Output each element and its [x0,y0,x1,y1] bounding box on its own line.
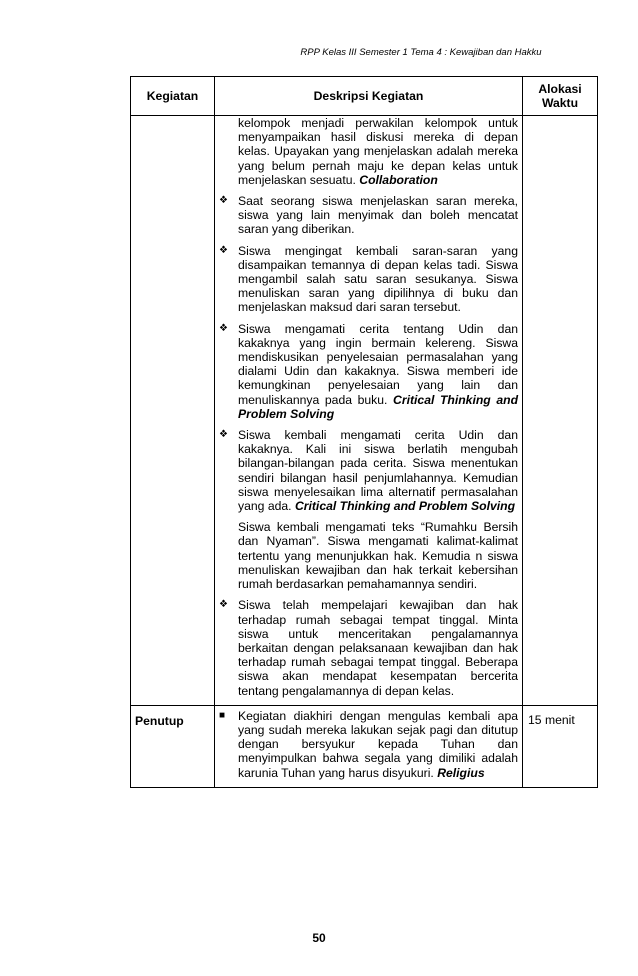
header-kegiatan: Kegiatan [131,77,215,116]
list-item: ❖ Siswa kembali mengamati cerita Udin dan kakaknya. Kali ini siswa berlatih mengubah bilangan-bilangan pada cerita. Siswa menentukan sendiri bilangan hasil penjumlahannya. Kemudian siswa menyelesaikan lima alternatif permasalahan yang ada. Critical Thinking and Problem Solving [219,428,518,514]
square-bullet-icon: ■ [219,709,226,721]
header-alokasi: Alokasi Waktu [523,77,598,116]
list-item: ❖ Siswa mengingat kembali saran-saran yang disampaikan temannya di depan kelas tadi. Siswa mengambil salah satu saran sesukanya. Siswa menuliskan saran yang dipilihnya di buku dan menjelaskan maksud dari saran tersebut. [219,243,518,315]
table-row-penutup [131,705,598,787]
header-deskripsi: Deskripsi Kegiatan [215,77,523,116]
running-header: RPP Kelas III Semester 1 Tema 4 : Kewajiban dan Hakku [300,47,542,58]
activity-table [130,76,598,788]
cell-deskripsi-inti [215,116,523,706]
diamond-bullet-icon: ❖ [219,599,228,611]
list-item: ❖ Saat seorang siswa menjelaskan saran mereka, siswa yang lain menyimak dan boleh mencatat saran yang diberikan. [219,194,518,237]
continued-paragraph: kelompok menjadi perwakilan kelompok untuk menyampaikan hasil diskusi mereka di depan kelas. Upayakan yang menjelaskan adalah mereka yang belum pernah maju ke depan kelas untuk menjelaskan sesuatu. Collaboration [238,116,518,187]
cell-deskripsi-penutup [215,705,523,787]
cell-alokasi-inti [523,116,598,706]
list-item: ❖ Siswa telah mempelajari kewajiban dan hak terhadap rumah sebagai tempat tinggal. Minta siswa untuk menceritakan pengalamannya berkaitan dengan pelaksanaan kewajiban dan hak terhadap rumah sebagai tempat tinggal. Beberapa siswa akan mendapat kesempatan bercerita tentang pengalamannya di depan kelas. [219,598,518,698]
cell-alokasi-penutup: 15 menit [523,705,598,787]
diamond-bullet-icon: ❖ [219,429,228,441]
table-header-row [131,77,598,116]
cell-kegiatan-penutup: Penutup [131,705,215,787]
diamond-bullet-icon: ❖ [219,322,228,334]
table-row-inti [131,116,598,706]
diamond-bullet-icon: ❖ [219,244,228,256]
plain-paragraph: Siswa kembali mengamati teks “Rumahku Bersih dan Nyaman”. Siswa mengamati kalimat-kalimat tertentu yang menunjukkan hak. Kemudia n siswa menuliskan kewajiban dan hak terkait kebersihan rumah berdasarkan pemahamannya sendiri. [238,520,518,592]
list-item: ■ Kegiatan diakhiri dengan mengulas kembali apa yang sudah mereka lakukan sejak pagi dan ditutup dengan bersyukur kepada Tuhan dan menyimpulkan bahwa segala yang dimiliki adalah karunia Tuhan yang harus disyukuri. Religius [219,708,518,780]
cell-kegiatan-inti [131,116,215,706]
diamond-bullet-icon: ❖ [219,195,228,207]
page-number: 50 [312,931,326,945]
list-item: ❖ Siswa mengamati cerita tentang Udin dan kakaknya yang ingin bermain kelereng. Siswa mendiskusikan penyelesaian permasalahan yang dialami Udin dan kakaknya. Siswa memberi ide kemungkinan penyelesaian yang lain dan menuliskannya pada buku. Critical Thinking and Problem Solving [219,321,519,421]
